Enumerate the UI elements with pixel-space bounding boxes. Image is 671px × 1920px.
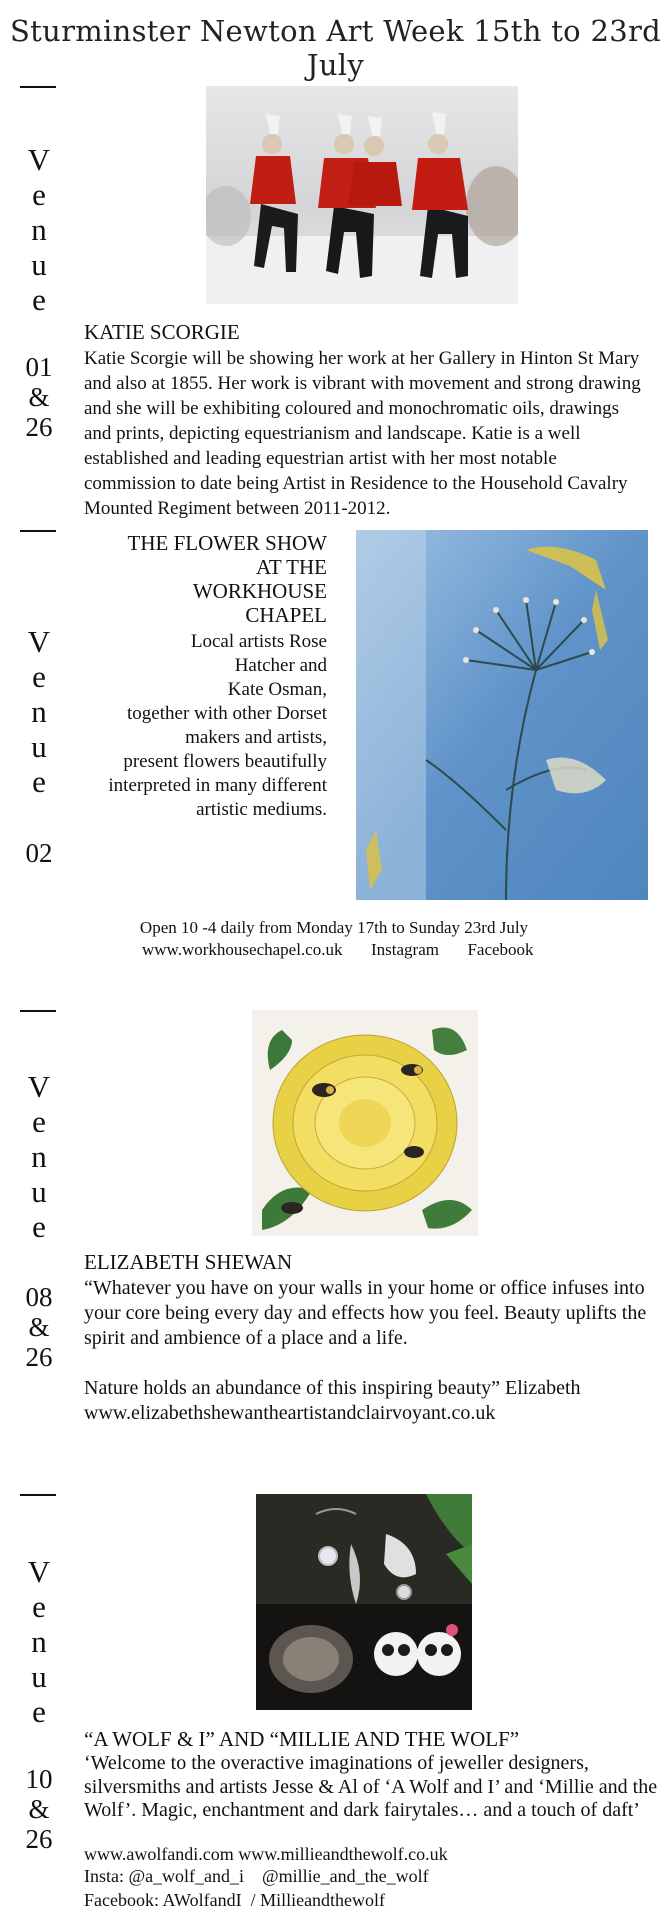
wolf-websites-links[interactable]: www.awolfandi.com www.millieandthewolf.co.uk: [84, 1844, 448, 1864]
section-divider: [20, 530, 56, 532]
chrysanthemum-painting-icon: [252, 1010, 478, 1236]
venue-02-description: Local artists Rose Hatcher and Kate Osman, together with other Dorset makers and artists, present flowers beautifully interpreted in many different artistic mediums.: [108, 631, 327, 820]
venue-label: V e n u e: [27, 142, 51, 317]
venue-10-description: ‘Welcome to the overactive imaginations of jeweller designers, silversmiths and artists Jesse & Al of ‘A Wolf and I’ and ‘Millie and the Wolf’. Magic, enchantment and dark fairytales… and a touch of daft’: [84, 1752, 658, 1821]
venue-02-heading: THE FLOWER SHOW AT THE WORKHOUSE CHAPEL: [127, 531, 327, 627]
venue-08-quote: “Whatever you have on your walls in your home or office infuses into your core being every day and effects how you feel. Beauty uplifts the spirit and ambience of a place and a life.: [84, 1277, 647, 1349]
venue-number: 08 & 26: [25, 1282, 53, 1372]
venue-02-links: [142, 939, 602, 961]
venue-10-heading: “A WOLF & I” AND “MILLIE AND THE WOLF”: [84, 1727, 520, 1751]
section-divider: [20, 86, 56, 88]
venue-08-quote-end: Nature holds an abundance of this inspiring beauty” Elizabeth: [84, 1377, 581, 1399]
wolf-facebook-handles[interactable]: Facebook: AWolfandI / Millieandthewolf: [84, 1890, 386, 1910]
venue-02-image: [356, 530, 648, 900]
venue-label: V e n u e: [27, 1554, 51, 1729]
venue-number: 01 & 26: [25, 352, 53, 442]
page-title: Sturminster Newton Art Week 15th to 23rd July: [9, 14, 661, 82]
venue-label: V e n u e: [27, 624, 51, 799]
cavalry-painting-icon: [206, 86, 518, 304]
venue-label: V e n u e: [27, 1069, 51, 1244]
venue-01-description: Katie Scorgie will be showing her work at her Gallery in Hinton St Mary and also at 1855. Her work is vibrant with movement and strong drawing and she will be exhibiting coloured and monochromatic oils, drawings and prints, depicting equestrianism and landscape. Katie is a well established and leading equestrian artist with her most notable commission to date being Artist in Residence to the Household Cavalry Mounted Regiment between 2011-2012.: [84, 348, 641, 519]
facebook-link[interactable]: Facebook: [467, 940, 534, 959]
venue-01-image: [206, 86, 518, 304]
venue-02-opening-hours: Open 10 -4 daily from Monday 17th to Sunday 23rd July: [139, 918, 529, 937]
wolf-instagram-handles[interactable]: Insta: @a_wolf_and_i @millie_and_the_wolf: [84, 1866, 429, 1886]
workhousechapel-website-link[interactable]: www.workhousechapel.co.uk: [142, 940, 343, 959]
venue-01-heading: KATIE SCORGIE: [84, 320, 240, 344]
venue-08-image: [252, 1010, 478, 1236]
section-divider: [20, 1010, 56, 1012]
elizabeth-shewan-website-link[interactable]: www.elizabethshewantheartistandclairvoyant.co.uk: [84, 1402, 496, 1424]
flower-painting-icon: [356, 530, 648, 900]
venue-number: 02: [25, 838, 53, 868]
instagram-link[interactable]: Instagram: [370, 940, 439, 959]
venue-number: 10 & 26: [25, 1764, 53, 1854]
venue-08-heading: ELIZABETH SHEWAN: [84, 1250, 293, 1274]
venue-10-image: [256, 1494, 472, 1710]
jewellery-photo-icon: [256, 1494, 472, 1710]
section-divider: [20, 1494, 56, 1496]
